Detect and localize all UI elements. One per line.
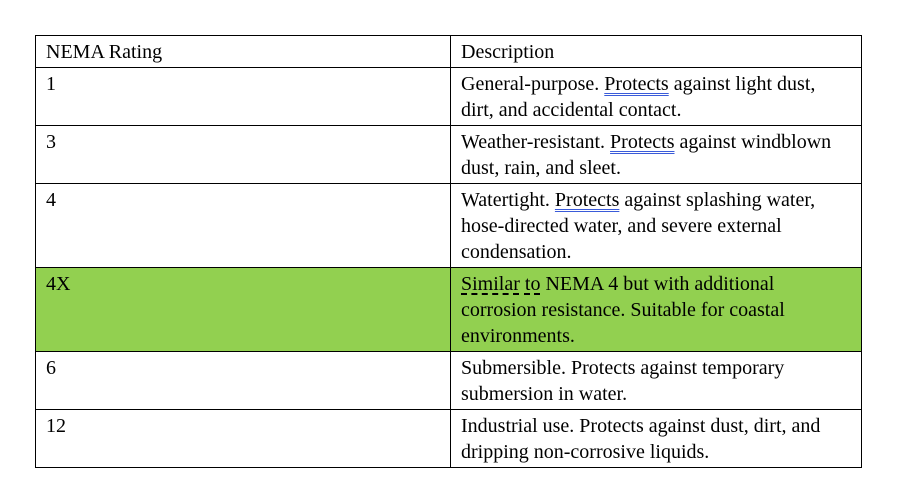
description-rest: NEMA 4 but with additional corrosion resistance. Suitable for coastal environments. bbox=[461, 273, 785, 347]
description-lead: Weather-resistant. bbox=[461, 131, 611, 153]
table-row-highlighted bbox=[36, 268, 862, 352]
table-row bbox=[36, 352, 862, 410]
description-rest: against splashing water, hose-directed water, and severe external condensation. bbox=[461, 189, 816, 263]
spellcheck-marked-word[interactable]: Protects bbox=[604, 73, 669, 95]
header-nema-rating: NEMA Rating bbox=[36, 36, 451, 68]
table-row bbox=[36, 68, 862, 126]
nema-ratings-table bbox=[35, 35, 862, 468]
nema-table-container bbox=[35, 35, 861, 468]
rating-cell: 4X bbox=[36, 268, 451, 352]
rating-cell: 4 bbox=[36, 184, 451, 268]
description-lead: General-purpose. bbox=[461, 73, 605, 95]
description-cell bbox=[451, 68, 862, 126]
table-row bbox=[36, 126, 862, 184]
spellcheck-marked-word[interactable]: Protects bbox=[610, 131, 675, 153]
rating-cell: 12 bbox=[36, 410, 451, 468]
header-description: Description bbox=[451, 36, 862, 68]
description-cell bbox=[451, 268, 862, 352]
description-cell: Submersible. Protects against temporary submersion in water. bbox=[451, 352, 862, 410]
grammar-marked-word[interactable]: Similar bbox=[461, 273, 520, 295]
description-cell bbox=[451, 184, 862, 268]
spellcheck-marked-word[interactable]: Protects bbox=[554, 189, 620, 211]
rating-cell: 3 bbox=[36, 126, 451, 184]
rating-cell: 6 bbox=[36, 352, 451, 410]
description-lead: Watertight. bbox=[461, 189, 555, 211]
description-rest: against windblown dust, rain, and sleet. bbox=[461, 131, 832, 179]
rating-cell: 1 bbox=[36, 68, 451, 126]
description-rest: against light dust, dirt, and accidental contact. bbox=[461, 73, 816, 121]
table-header-row bbox=[36, 36, 862, 68]
description-cell bbox=[451, 126, 862, 184]
table-row bbox=[36, 410, 862, 468]
description-cell: Industrial use. Protects against dust, dirt, and dripping non-corrosive liquids. bbox=[451, 410, 862, 468]
table-row bbox=[36, 184, 862, 268]
grammar-marked-word[interactable]: to bbox=[524, 273, 541, 295]
